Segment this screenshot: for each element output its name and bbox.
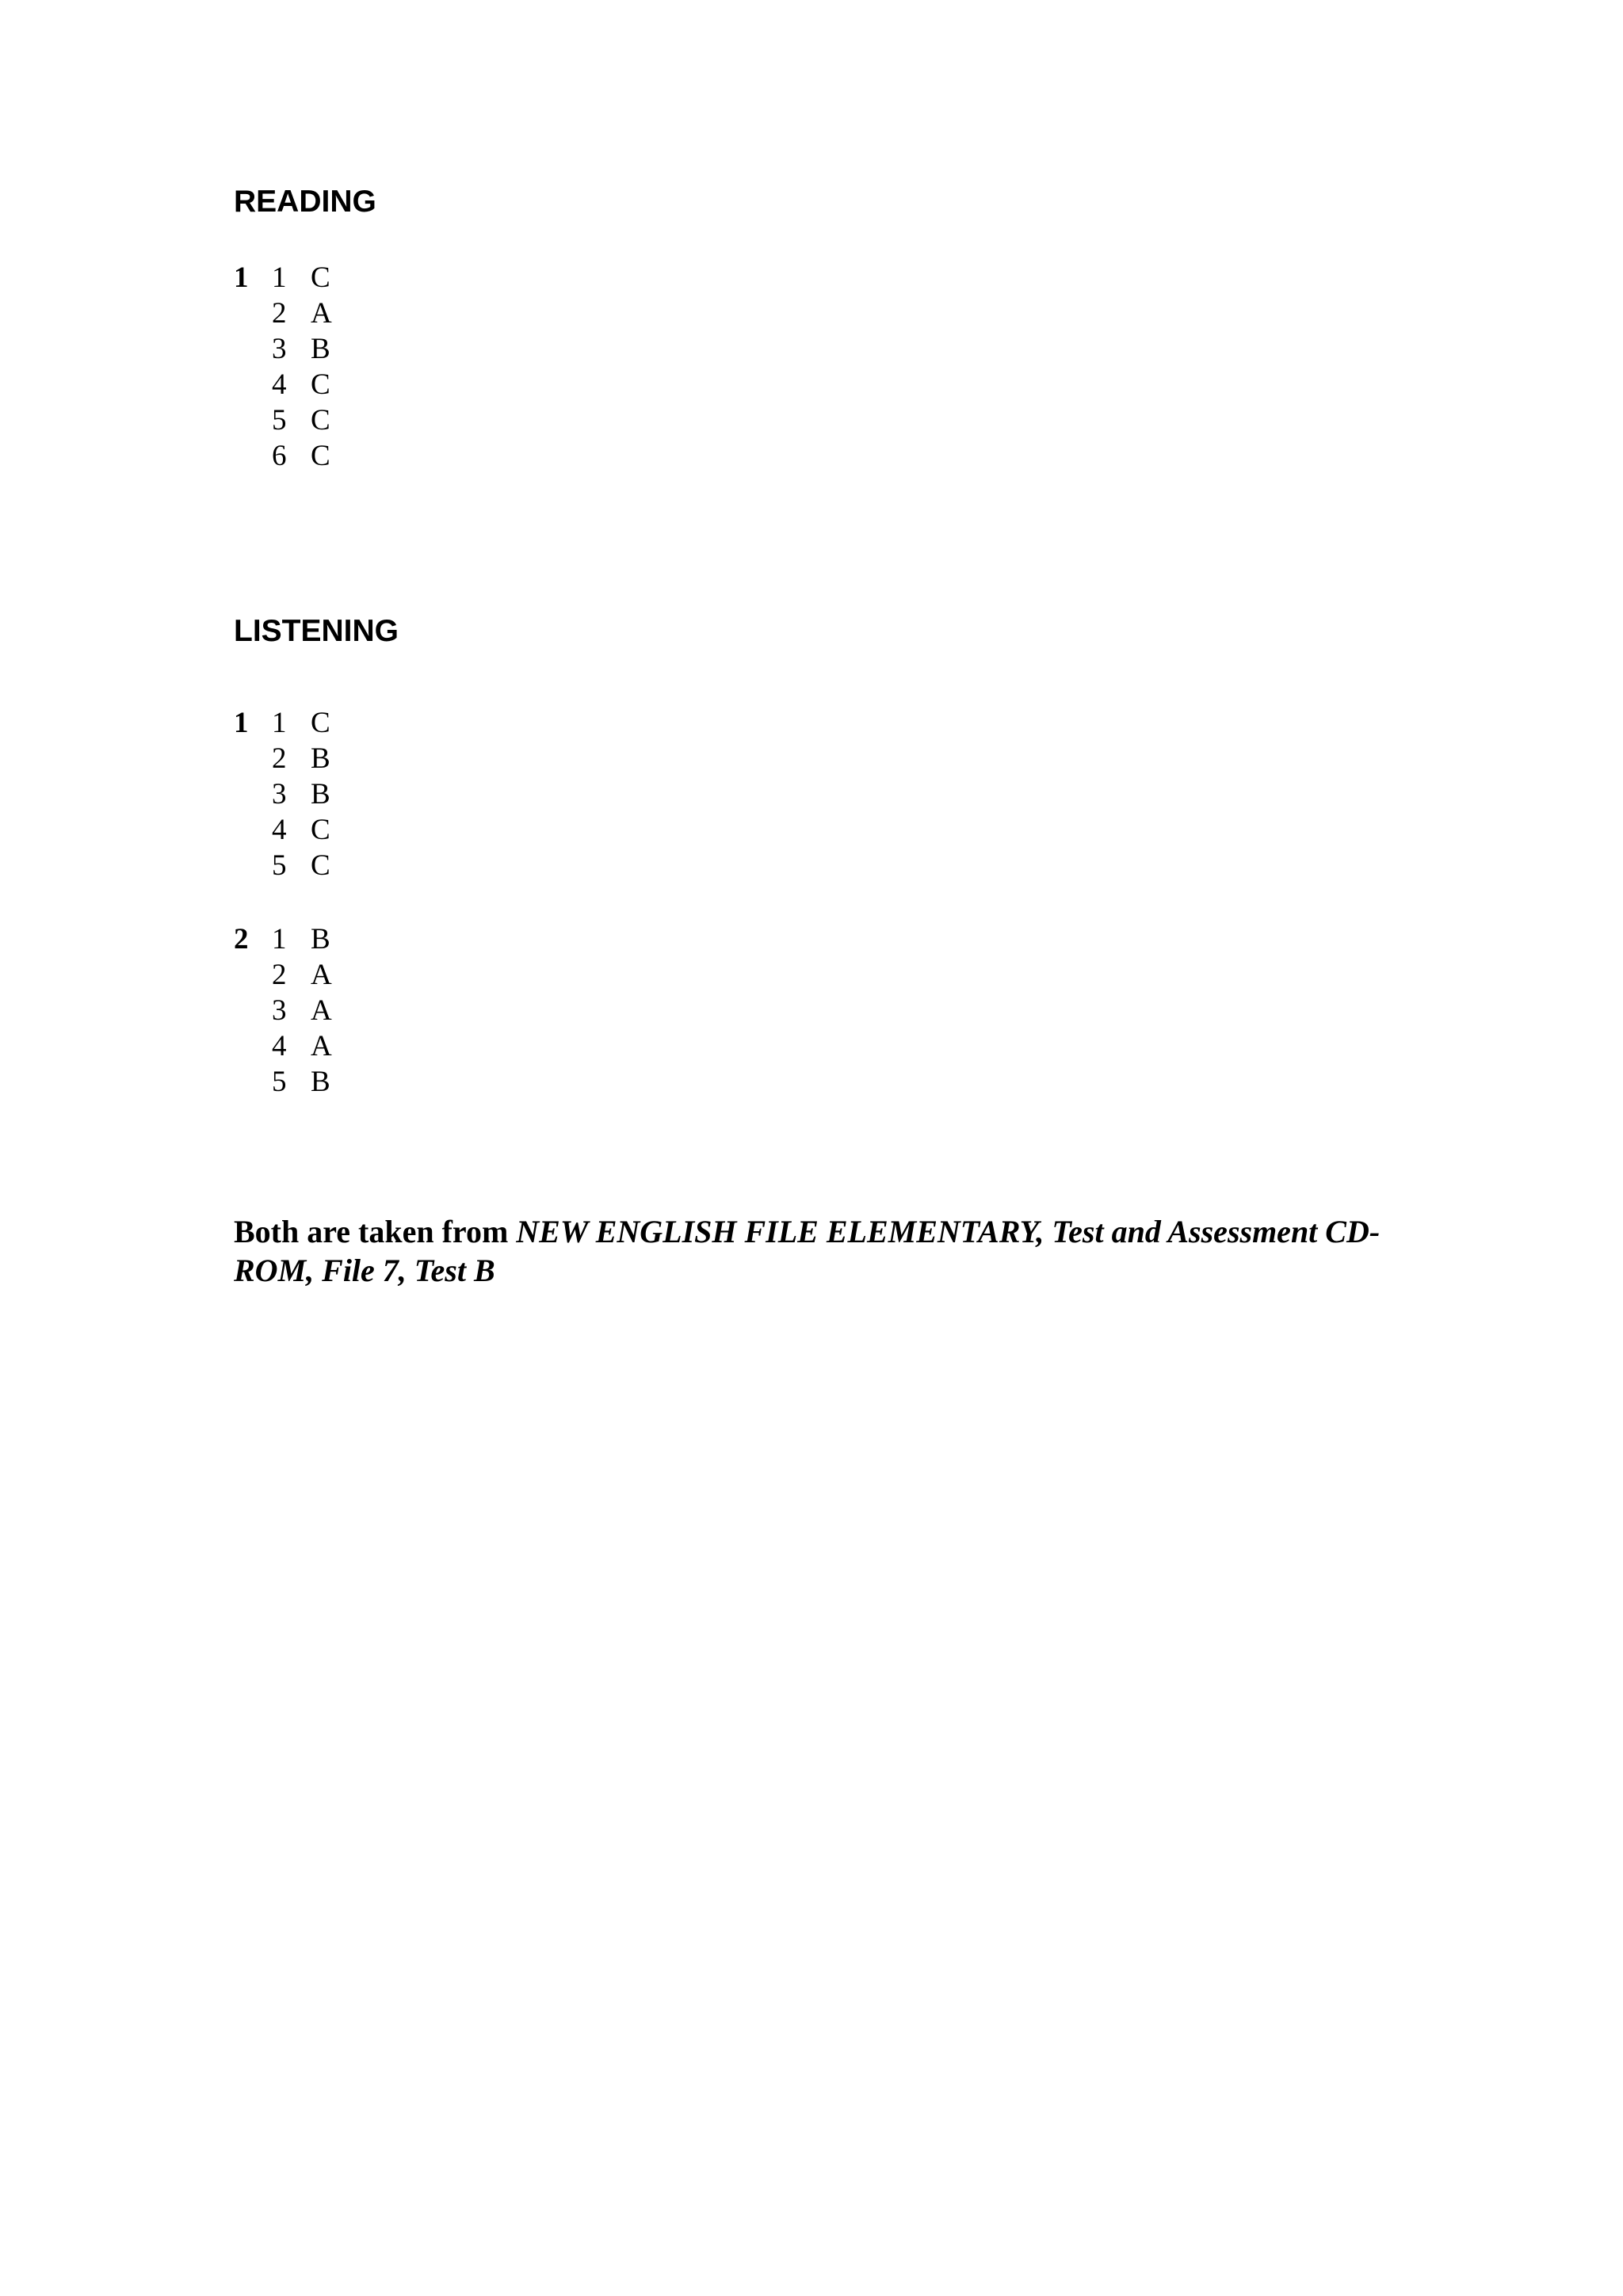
group-number: 2: [234, 923, 249, 955]
item-number: 1: [272, 707, 287, 739]
answer-letter: C: [311, 261, 330, 294]
item-number: 4: [272, 1030, 287, 1062]
source-prefix: Both are taken from: [234, 1214, 517, 1249]
answer-letter: B: [311, 1066, 330, 1098]
answer-letter: A: [311, 994, 332, 1027]
source-title: NEW ENGLISH FILE ELEMENTARY, Test and Assessment CD-ROM, File 7, Test B: [234, 1214, 1381, 1288]
answer-letter: C: [311, 707, 330, 739]
reading-heading: READING: [234, 185, 376, 219]
listening-heading: LISTENING: [234, 614, 399, 648]
answer-letter: C: [311, 440, 330, 472]
answer-letter: A: [311, 297, 332, 330]
item-number: 1: [272, 261, 287, 294]
answer-letter: C: [311, 368, 330, 401]
item-number: 5: [272, 849, 287, 882]
answer-letter: B: [311, 333, 330, 365]
answer-letter: A: [311, 1030, 332, 1062]
group-number: 1: [234, 707, 249, 739]
item-number: 5: [272, 404, 287, 437]
item-number: 2: [272, 959, 287, 991]
item-number: 2: [272, 742, 287, 775]
answer-letter: B: [311, 923, 330, 955]
group-number: 1: [234, 261, 249, 294]
answer-letter: C: [311, 849, 330, 882]
item-number: 3: [272, 778, 287, 810]
answer-letter: A: [311, 959, 332, 991]
answer-letter: C: [311, 814, 330, 846]
item-number: 1: [272, 923, 287, 955]
answer-letter: C: [311, 404, 330, 437]
item-number: 3: [272, 994, 287, 1027]
answer-letter: B: [311, 742, 330, 775]
item-number: 4: [272, 814, 287, 846]
item-number: 4: [272, 368, 287, 401]
answer-letter: B: [311, 778, 330, 810]
item-number: 3: [272, 333, 287, 365]
item-number: 6: [272, 440, 287, 472]
source-note: [234, 1212, 1423, 1290]
item-number: 2: [272, 297, 287, 330]
item-number: 5: [272, 1066, 287, 1098]
